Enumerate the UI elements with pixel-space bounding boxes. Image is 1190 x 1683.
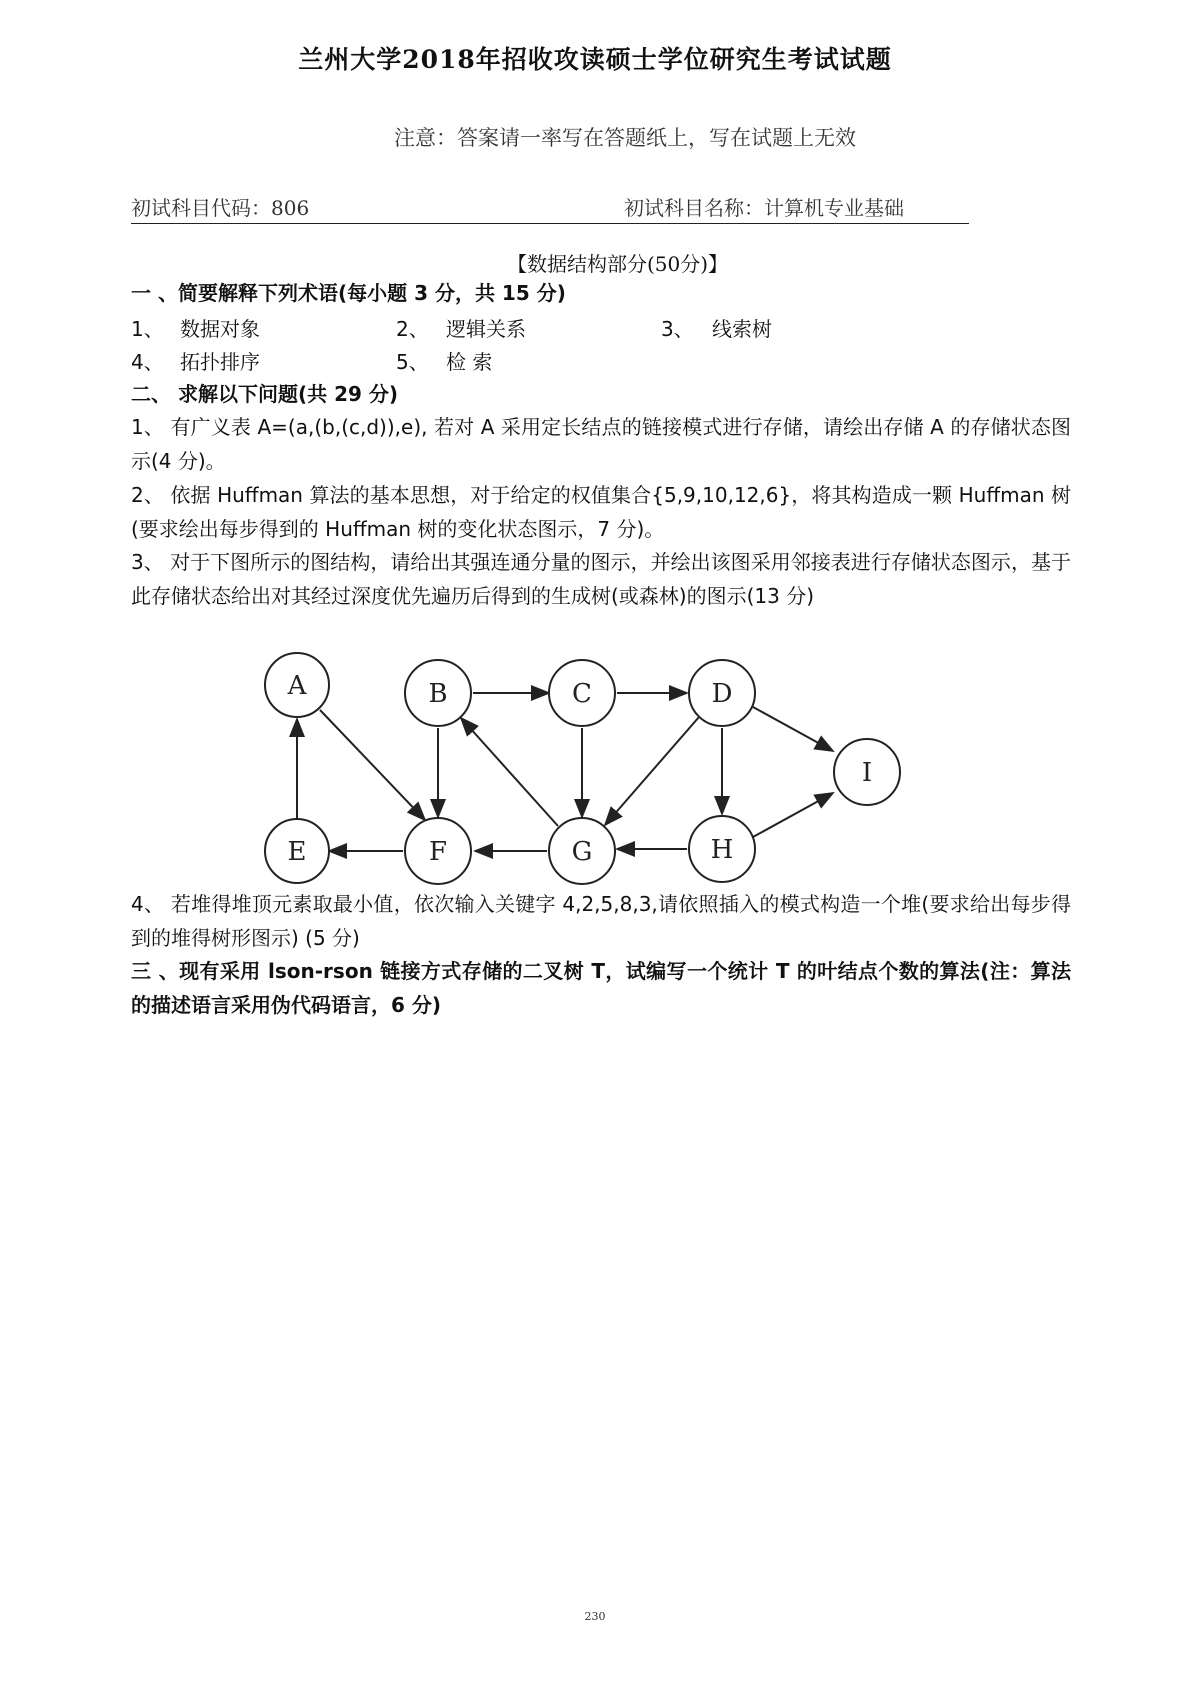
directed-graph [255,645,955,895]
node-label: C [572,679,592,709]
page-number: 230 [584,1610,606,1623]
term-number: 3、 [661,317,694,341]
node-label: E [287,837,307,867]
page-title: 兰州大学2018年招收攻读硕士学位研究生考试试题 [298,45,892,74]
question-2: 2、 依据 Huffman 算法的基本思想，对于给定的权值集合{5,9,10,12,6}，将其构造成一颗 Huffman 树(要求绘出每步得到的 Huffman 树的变化状态图示，7 分)。 [131,483,1071,541]
term-number: 5、 [396,350,429,374]
question-3: 3、 对于下图所示的图结构，请给出其强连通分量的图示，并绘出该图采用邻接表进行存储状态图示，基于此存储状态给出对其经过深度优先遍历后得到的生成树(或森林)的图示(13 分) [131,550,1071,608]
node-label: A [287,671,307,701]
part3-question: 三 、现有采用 lson-rson 链接方式存储的二叉树 T，试编写一个统计 T 的叶结点个数的算法(注：算法的描述语言采用伪代码语言，6 分) [131,959,1071,1017]
subject-code: 初试科目代码：806 [131,196,310,220]
edge-a-f [320,710,425,820]
section-title: 【数据结构部分(50分)】 [506,252,729,276]
term-text: 逻辑关系 [446,317,526,341]
notice-text: 注意：答案请一率写在答题纸上，写在试题上无效 [394,126,856,150]
term-text: 拓扑排序 [180,350,260,374]
node-label: F [428,837,448,867]
question-4: 4、 若堆得堆顶元素取最小值，依次输入关键字 4,2,5,8,3,请依照插入的模式构造一个堆(要求给出每步得到的堆得树形图示) (5 分) [131,892,1071,950]
edge-g-b [461,718,558,826]
edge-d-i [753,707,833,751]
subject-name: 初试科目名称：计算机专业基础 [624,196,904,220]
part2-heading: 二、 求解以下问题(共 29 分) [131,382,399,406]
part1-heading: 一 、简要解释下列术语(每小题 3 分，共 15 分) [131,281,566,305]
node-label: D [711,679,733,709]
node-label: B [428,679,448,709]
term-number: 2、 [396,317,429,341]
term-number: 4、 [131,350,164,374]
node-label: H [710,835,734,865]
edge-d-g [605,717,699,825]
edge-h-i [753,793,833,837]
subject-info-row [131,192,969,224]
term-text: 线索树 [712,317,772,341]
node-label: G [571,837,593,867]
term-number: 1、 [131,317,164,341]
term-text: 检 索 [446,350,493,374]
node-label: I [861,758,873,788]
term-text: 数据对象 [180,317,260,341]
question-1: 1、 有广义表 A=(a,(b,(c,d)),e), 若对 A 采用定长结点的链接模式进行存储，请绘出存储 A 的存储状态图示(4 分)。 [131,415,1071,473]
